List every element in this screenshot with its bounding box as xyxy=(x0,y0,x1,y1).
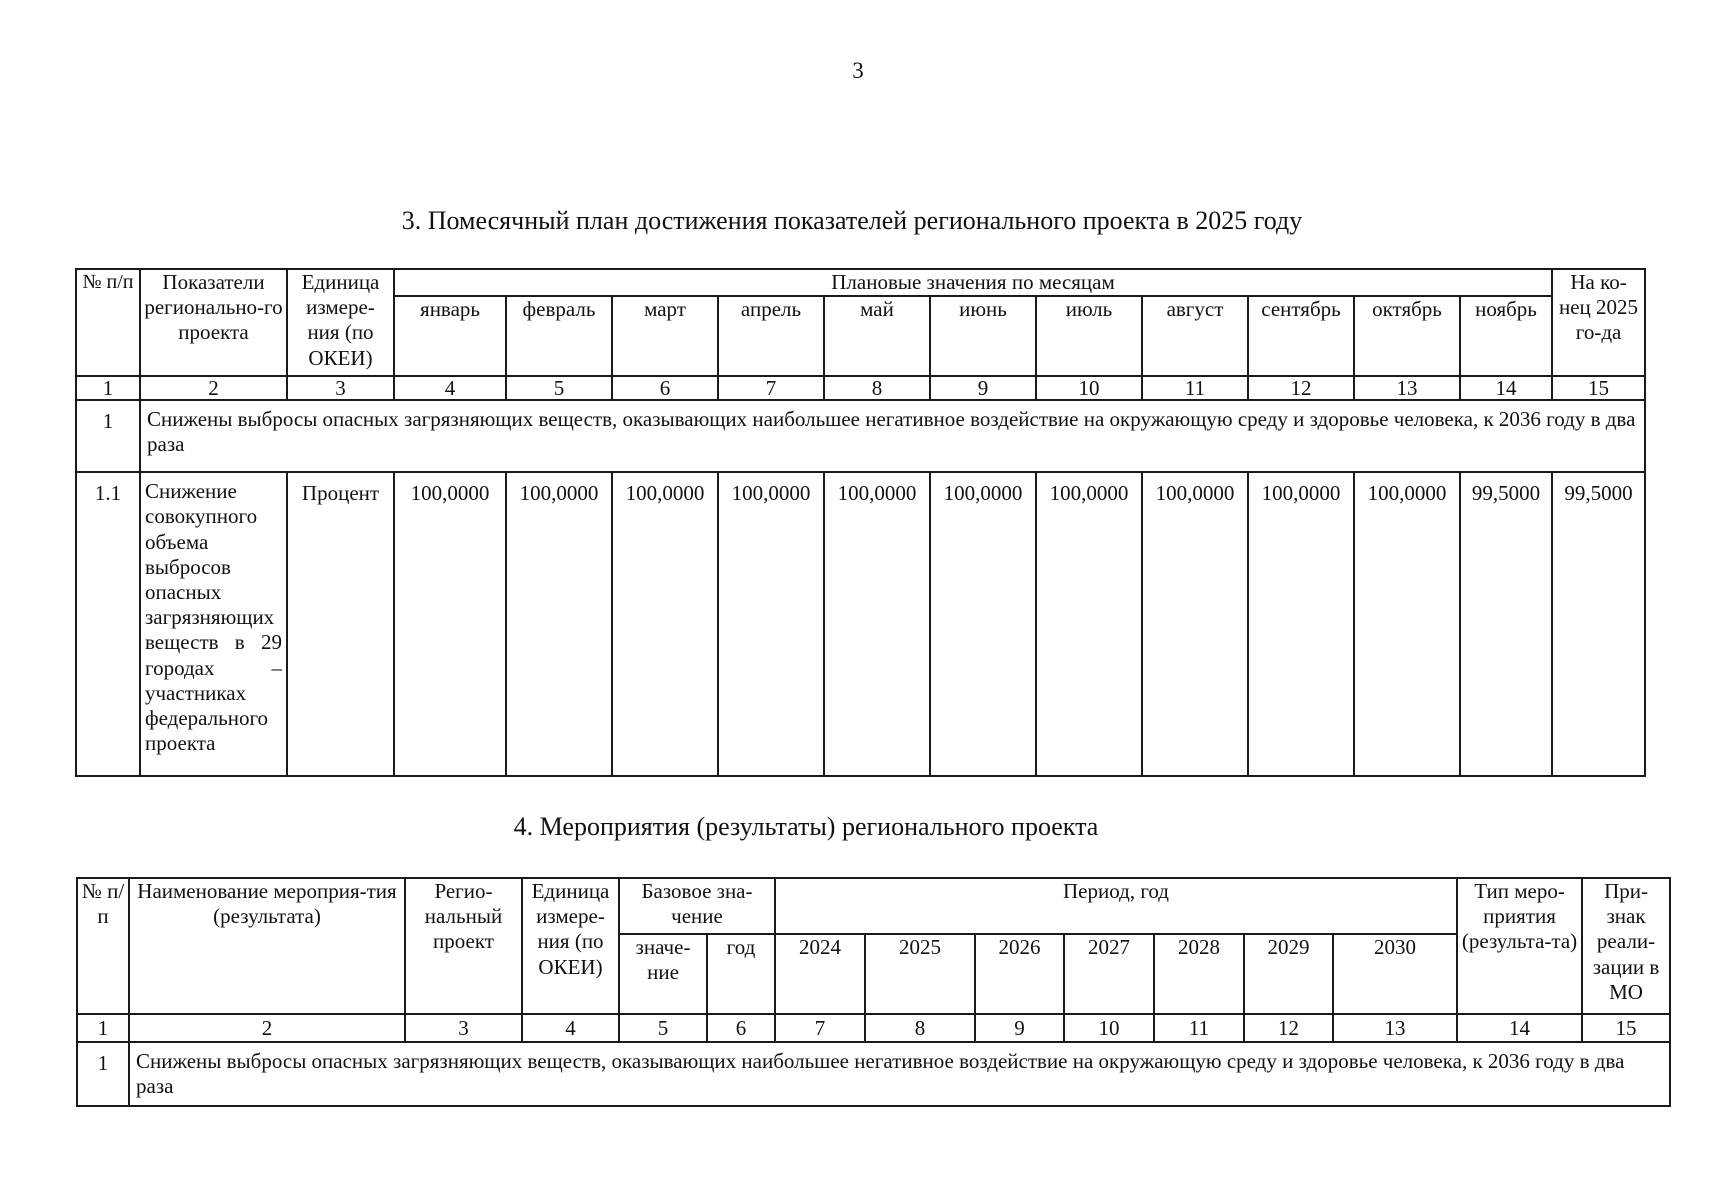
header-period: Период, год xyxy=(775,878,1457,934)
column-number: 9 xyxy=(975,1014,1064,1042)
month-header: август xyxy=(1142,296,1248,376)
column-number: 2 xyxy=(129,1014,405,1042)
column-number: 13 xyxy=(1333,1014,1457,1042)
header-num: № п/п xyxy=(77,878,129,1014)
header-indicator: Показатели регионально-го проекта xyxy=(140,269,287,376)
column-number: 8 xyxy=(865,1014,975,1042)
column-number: 11 xyxy=(1154,1014,1244,1042)
column-number: 11 xyxy=(1142,376,1248,400)
month-header: сентябрь xyxy=(1248,296,1354,376)
value-cell: 99,5000 xyxy=(1460,472,1552,776)
column-number: 15 xyxy=(1582,1014,1670,1042)
header-num: № п/п xyxy=(76,269,140,376)
column-number: 7 xyxy=(775,1014,865,1042)
indicator-unit: Процент xyxy=(287,472,394,776)
year-header: 2030 xyxy=(1333,934,1457,1014)
section-4-title: 4. Мероприятия (результаты) регионального проекта xyxy=(513,812,1099,841)
value-cell: 100,0000 xyxy=(1036,472,1142,776)
column-number: 15 xyxy=(1552,376,1645,400)
column-number: 3 xyxy=(287,376,394,400)
column-number: 5 xyxy=(619,1014,707,1042)
month-header: октябрь xyxy=(1354,296,1460,376)
value-cell: 100,0000 xyxy=(506,472,612,776)
column-number: 9 xyxy=(930,376,1036,400)
header-unit: Единица измере-ния (по ОКЕИ) xyxy=(287,269,394,376)
column-number: 13 xyxy=(1354,376,1460,400)
month-header: февраль xyxy=(506,296,612,376)
year-header: 2027 xyxy=(1064,934,1154,1014)
header-implementation-sign: При-знак реали-зации в МО xyxy=(1582,878,1670,1014)
header-end-of-year: На ко-нец 2025 го-да xyxy=(1552,269,1645,376)
column-number: 12 xyxy=(1248,376,1354,400)
goal-number: 1 xyxy=(77,1042,129,1106)
header-activity-type: Тип меро-приятия (результа-та) xyxy=(1457,878,1582,1014)
month-header: май xyxy=(824,296,930,376)
month-header: апрель xyxy=(718,296,824,376)
year-header: 2028 xyxy=(1154,934,1244,1014)
value-cell: 100,0000 xyxy=(394,472,506,776)
goal-number: 1 xyxy=(76,400,140,472)
column-number: 12 xyxy=(1244,1014,1333,1042)
column-number: 10 xyxy=(1036,376,1142,400)
column-number: 6 xyxy=(707,1014,775,1042)
value-cell: 99,5000 xyxy=(1552,472,1645,776)
value-cell: 100,0000 xyxy=(1248,472,1354,776)
header-unit: Единица измере-ния (по ОКЕИ) xyxy=(522,878,619,1014)
page-number: 3 xyxy=(852,58,864,83)
month-header: июнь xyxy=(930,296,1036,376)
column-number: 1 xyxy=(76,376,140,400)
header-regional-project: Регио-нальный проект xyxy=(405,878,522,1014)
column-number: 1 xyxy=(77,1014,129,1042)
column-number: 2 xyxy=(140,376,287,400)
column-number: 4 xyxy=(522,1014,619,1042)
value-cell: 100,0000 xyxy=(612,472,718,776)
month-header: март xyxy=(612,296,718,376)
monthly-plan-table xyxy=(75,268,1646,777)
column-number: 7 xyxy=(718,376,824,400)
indicator-number: 1.1 xyxy=(76,472,140,776)
value-cell: 100,0000 xyxy=(718,472,824,776)
value-cell: 100,0000 xyxy=(1354,472,1460,776)
column-number: 14 xyxy=(1457,1014,1582,1042)
goal-text: Снижены выбросы опасных загрязняющих веществ, оказывающих наибольшее негативное воздействие на окружающую среду и здоровье человека, к 2036 году в два раза xyxy=(140,400,1645,472)
month-header: июль xyxy=(1036,296,1142,376)
activities-table xyxy=(76,877,1671,1107)
column-number: 14 xyxy=(1460,376,1552,400)
column-number: 6 xyxy=(612,376,718,400)
column-number: 5 xyxy=(506,376,612,400)
goal-text: Снижены выбросы опасных загрязняющих веществ, оказывающих наибольшее негативное воздействие на окружающую среду и здоровье человека, к 2036 году в два раза xyxy=(129,1042,1670,1106)
header-base-value: Базовое зна-чение xyxy=(619,878,775,934)
value-cell: 100,0000 xyxy=(1142,472,1248,776)
month-header: ноябрь xyxy=(1460,296,1552,376)
column-number: 4 xyxy=(394,376,506,400)
header-planned: Плановые значения по месяцам xyxy=(394,269,1552,296)
column-number: 8 xyxy=(824,376,930,400)
section-3-title: 3. Помесячный план достижения показателей регионального проекта в 2025 году xyxy=(401,206,1303,235)
column-number: 3 xyxy=(405,1014,522,1042)
indicator-name: Снижение совокупного объема выбросов опасных загрязняющих веществ в 29 городах – участниках федерального проекта xyxy=(140,472,287,776)
month-header: январь xyxy=(394,296,506,376)
year-header: 2029 xyxy=(1244,934,1333,1014)
value-cell: 100,0000 xyxy=(824,472,930,776)
header-activity-name: Наименование мероприя-тия (результата) xyxy=(129,878,405,1014)
value-cell: 100,0000 xyxy=(930,472,1036,776)
year-header: 2026 xyxy=(975,934,1064,1014)
column-number: 10 xyxy=(1064,1014,1154,1042)
header-base-value-value: значе-ние xyxy=(619,934,707,1014)
header-base-value-year: год xyxy=(707,934,775,1014)
year-header: 2024 xyxy=(775,934,865,1014)
year-header: 2025 xyxy=(865,934,975,1014)
